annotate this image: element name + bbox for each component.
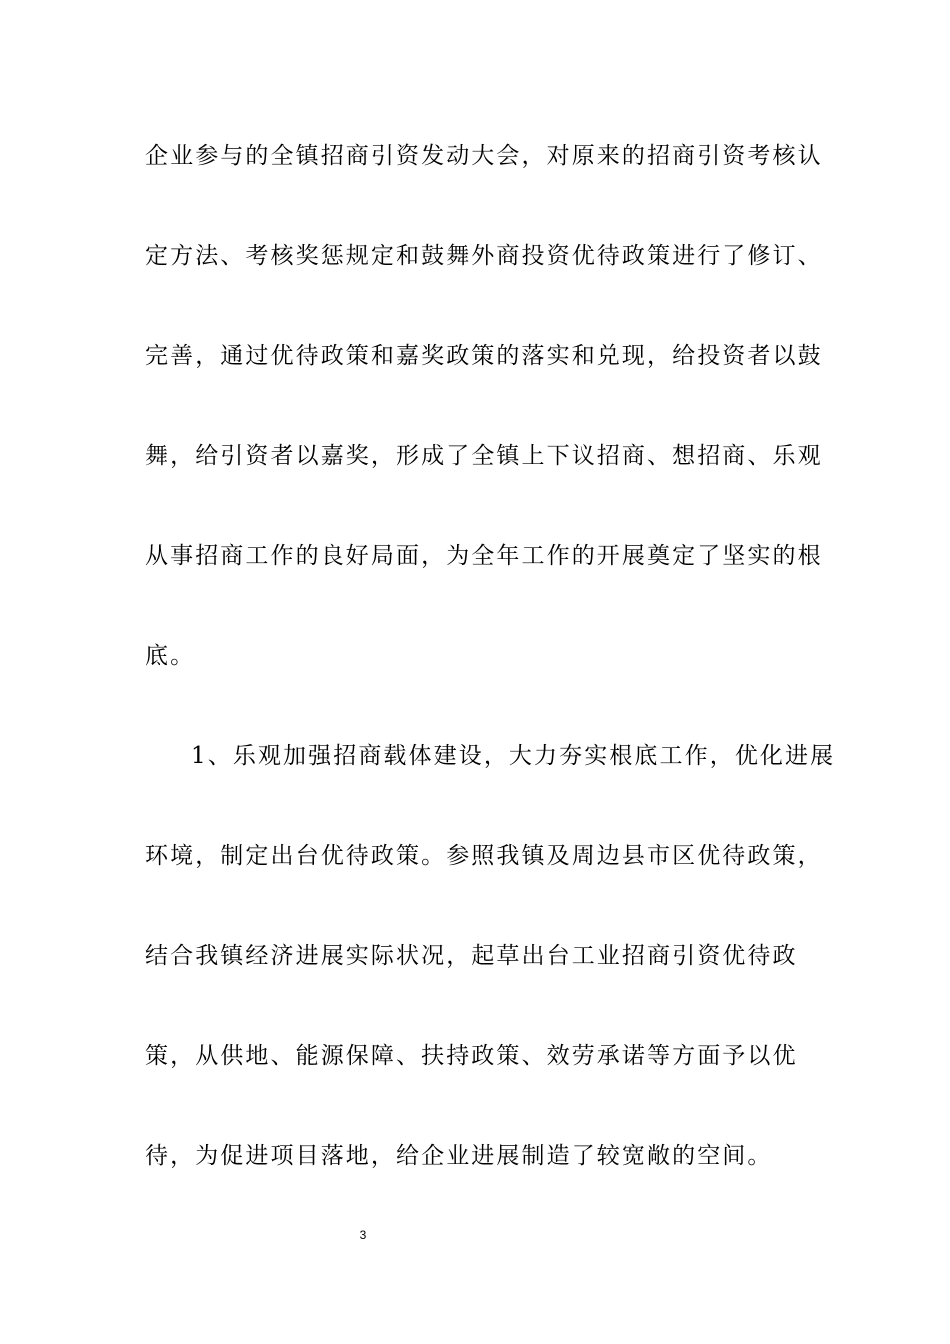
text-line: 结合我镇经济进展实际状况，起草出台工业招商引资优待政 xyxy=(145,943,798,969)
text-line: 企业参与的全镇招商引资发动大会，对原来的招商引资考核认 xyxy=(145,143,823,169)
text-line: 1、乐观加强招商载体建设，大力夯实根底工作，优化进展 xyxy=(191,743,836,769)
text-line: 环境，制定出台优待政策。参照我镇及周边县市区优待政策， xyxy=(145,843,823,869)
text-line: 底。 xyxy=(145,643,196,669)
text-line: 从事招商工作的良好局面，为全年工作的开展奠定了坚实的根 xyxy=(145,543,823,569)
text-line: 完善，通过优待政策和嘉奖政策的落实和兑现，给投资者以鼓 xyxy=(145,343,823,369)
body-text xyxy=(145,130,836,1230)
text-line: 舞，给引资者以嘉奖，形成了全镇上下议招商、想招商、乐观 xyxy=(145,443,823,469)
text-line: 策，从供地、能源保障、扶持政策、效劳承诺等方面予以优 xyxy=(145,1043,798,1069)
text-line: 待，为促进项目落地，给企业进展制造了较宽敞的空间。 xyxy=(145,1143,773,1169)
page-number: 3 xyxy=(359,1228,367,1242)
text-line: 定方法、考核奖惩规定和鼓舞外商投资优待政策进行了修订、 xyxy=(145,243,823,269)
